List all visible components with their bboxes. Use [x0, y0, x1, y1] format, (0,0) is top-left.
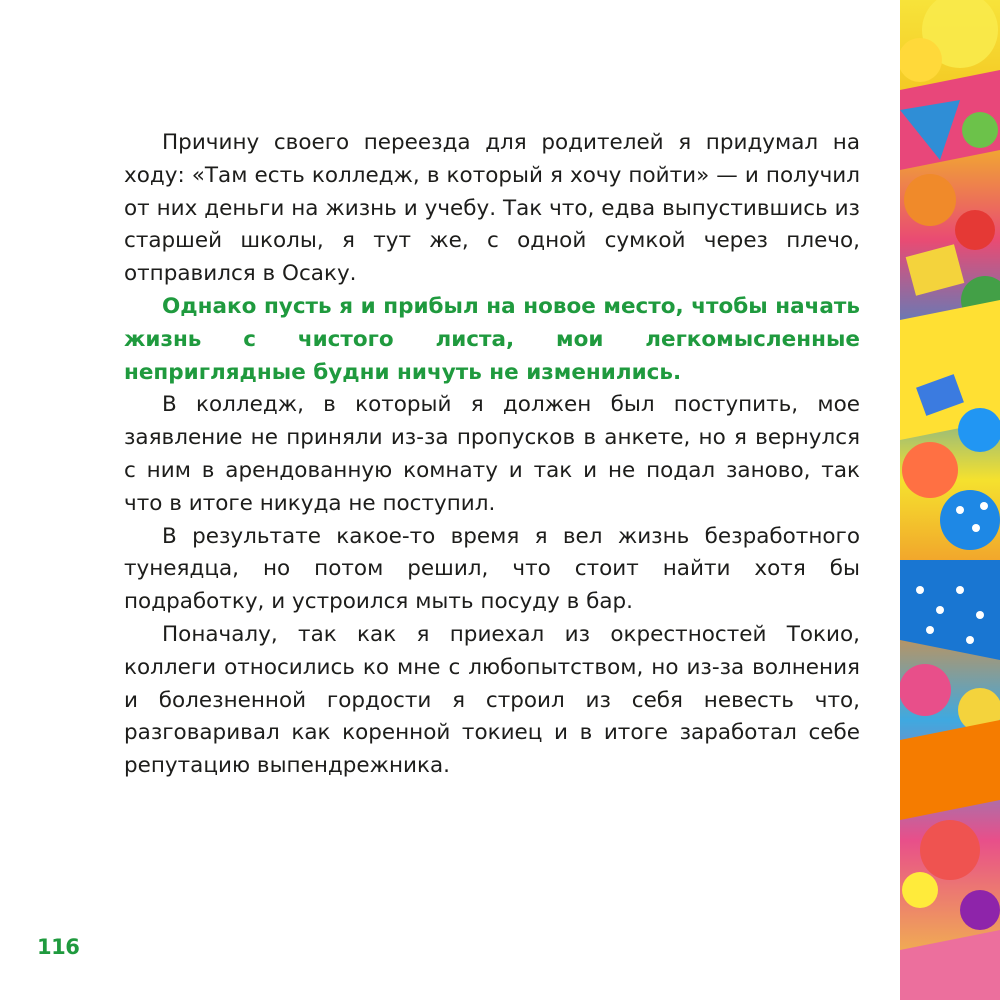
emphasized-paragraph: Однако пусть я и прибыл на новое место, чтобы начать жизнь с чистого листа, мои легкомысленные неприглядные будни ничуть не изменились. [124, 293, 860, 385]
paragraph: В результате какое-то время я вел жизнь безработного тунеядца, но потом решил, что стоит найти хотя бы подработку, и устроился мыть посуду в бар. [124, 523, 860, 615]
paragraph: В колледж, в который я должен был поступить, мое заявление не приняли из-за пропусков в анкете, но я вернулся с ним в арендованную комнату и так и не подал заново, так что в итоге никуда не поступил. [124, 392, 860, 516]
colorful-toys-photo-strip [900, 0, 1000, 1000]
toys-collage-icon [900, 0, 1000, 1000]
paragraph: Причину своего переезда для родителей я придумал на ходу: «Там есть колледж, в который я хочу пойти» — и получил от них деньги на жизнь и учебу. Так что, едва выпустившись из старшей школы, я тут же, с одной сумкой через плечо, отправился в Осаку. [124, 130, 860, 287]
body-text [124, 127, 860, 783]
page-number: 116 [37, 935, 80, 959]
paragraph: Поначалу, так как я приехал из окрестностей Токио, коллеги относились ко мне с любопытством, но из-за волнения и болезненной гордости я строил из себя невесть что, разговаривал как коренной токиец и в итоге заработал себе репутацию выпендрежника. [124, 621, 860, 779]
